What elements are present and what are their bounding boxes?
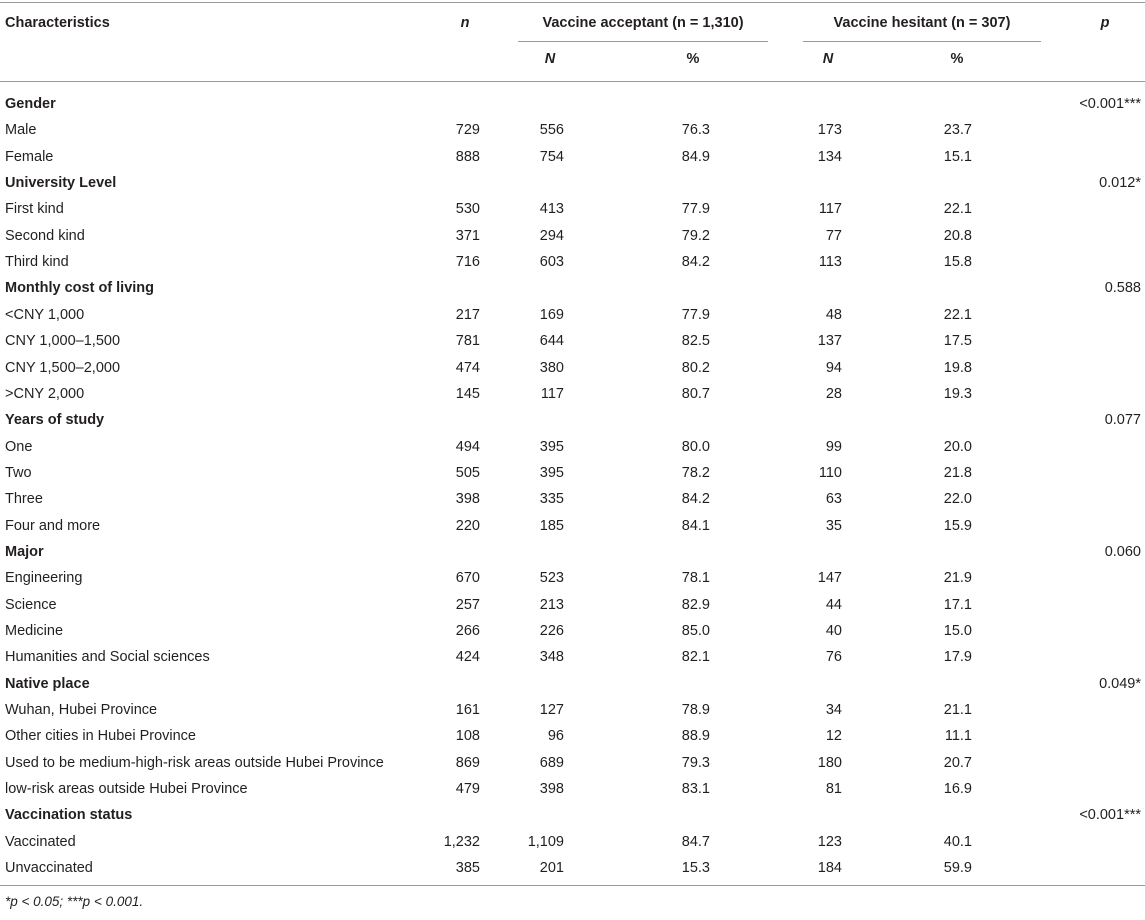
- subheader-hesitant-n: N: [822, 51, 834, 67]
- cell-hesitant-n: 40: [825, 623, 842, 639]
- cell-acceptant-n: 689: [539, 754, 564, 771]
- cell-n: 479: [455, 781, 480, 798]
- cell-acceptant-n: 201: [539, 860, 564, 877]
- cell-acceptant-n: 395: [539, 438, 564, 455]
- cell-acceptant-n: 226: [539, 623, 564, 639]
- cell-n: 217: [455, 306, 480, 323]
- row-label: Four and more: [5, 517, 101, 534]
- cell-acceptant-pct: 84.9: [681, 148, 710, 165]
- table-row: [0, 855, 1145, 881]
- cell-acceptant-n: 754: [539, 148, 564, 165]
- cell-acceptant-pct: 79.2: [681, 227, 710, 244]
- cell-p-value: <0.001***: [1079, 807, 1141, 824]
- cell-hesitant-pct: 22.1: [943, 306, 972, 323]
- row-label: Medicine: [5, 623, 64, 639]
- cell-hesitant-pct: 20.0: [943, 438, 972, 455]
- header-bottom-rule: [0, 81, 1145, 82]
- cell-acceptant-n: 185: [539, 517, 564, 534]
- cell-acceptant-pct: 84.2: [681, 491, 710, 508]
- section-row: [0, 407, 1145, 433]
- cell-n: 220: [455, 517, 480, 534]
- cell-n: 266: [455, 623, 480, 639]
- row-label: Major: [5, 543, 44, 560]
- subheader-hesitant-pct: %: [950, 51, 964, 67]
- cell-hesitant-pct: 40.1: [943, 833, 972, 850]
- cell-acceptant-n: 127: [539, 702, 564, 719]
- table-row: [0, 723, 1145, 749]
- table-row: [0, 460, 1145, 486]
- cell-hesitant-pct: 15.8: [943, 254, 972, 271]
- cell-hesitant-n: 77: [825, 227, 842, 244]
- cell-n: 494: [455, 438, 480, 455]
- cell-hesitant-n: 110: [818, 464, 842, 481]
- section-row: [0, 91, 1145, 117]
- cell-acceptant-pct: 76.3: [681, 122, 710, 139]
- cell-acceptant-pct: 80.0: [681, 438, 710, 455]
- cell-hesitant-n: 76: [825, 649, 842, 666]
- cell-acceptant-n: 117: [540, 385, 564, 402]
- cell-hesitant-n: 180: [817, 754, 842, 771]
- table-row: [0, 592, 1145, 618]
- cell-hesitant-pct: 17.5: [943, 333, 972, 350]
- cell-acceptant-n: 96: [547, 728, 564, 745]
- row-label: Used to be medium-high-risk areas outside Hubei Province: [5, 754, 384, 771]
- row-label: Monthly cost of living: [5, 280, 155, 297]
- table-row: [0, 117, 1145, 143]
- cell-acceptant-n: 294: [539, 227, 564, 244]
- cell-p-value: 0.012*: [1099, 175, 1141, 192]
- row-label: <CNY 1,000: [5, 306, 85, 323]
- cell-hesitant-pct: 21.1: [943, 702, 972, 719]
- cell-p-value: 0.060: [1104, 543, 1141, 560]
- cell-hesitant-n: 35: [825, 517, 842, 534]
- row-label: Vaccinated: [5, 833, 76, 850]
- header-characteristics: Characteristics: [5, 15, 110, 31]
- cell-acceptant-pct: 77.9: [681, 201, 710, 218]
- table-row: [0, 434, 1145, 460]
- cell-hesitant-n: 117: [818, 201, 842, 218]
- subheader-acceptant-n: N: [544, 51, 556, 67]
- row-label: Native place: [5, 675, 90, 692]
- cell-hesitant-pct: 19.3: [943, 385, 972, 402]
- row-label: Two: [5, 464, 32, 481]
- cell-n: 1,232: [443, 833, 480, 850]
- cell-hesitant-n: 137: [817, 333, 842, 350]
- cell-n: 257: [455, 596, 480, 613]
- table-row: [0, 302, 1145, 328]
- row-label: >CNY 2,000: [5, 385, 85, 402]
- table-row: [0, 618, 1145, 644]
- cell-n: 161: [455, 702, 480, 719]
- cell-n: 716: [455, 254, 480, 271]
- section-row: [0, 170, 1145, 196]
- table-row: [0, 565, 1145, 591]
- table-row: [0, 223, 1145, 249]
- cell-hesitant-pct: 22.1: [943, 201, 972, 218]
- cell-acceptant-n: 380: [539, 359, 564, 376]
- row-label: Unvaccinated: [5, 860, 93, 877]
- cell-acceptant-pct: 88.9: [681, 728, 710, 745]
- cell-hesitant-n: 44: [825, 596, 842, 613]
- header-vaccine-acceptant: Vaccine acceptant (n = 1,310): [542, 15, 744, 31]
- row-label: Male: [5, 122, 37, 139]
- row-label: Third kind: [5, 254, 69, 271]
- row-label: CNY 1,000–1,500: [5, 333, 121, 350]
- row-label: Gender: [5, 96, 56, 112]
- cell-n: 670: [455, 570, 480, 587]
- cell-n: 729: [455, 122, 480, 139]
- section-row: [0, 539, 1145, 565]
- section-row: [0, 802, 1145, 828]
- cell-acceptant-pct: 82.9: [681, 596, 710, 613]
- cell-hesitant-pct: 20.7: [943, 754, 972, 771]
- row-label: Other cities in Hubei Province: [5, 728, 196, 745]
- cell-acceptant-pct: 77.9: [681, 306, 710, 323]
- cell-hesitant-n: 184: [817, 860, 842, 877]
- cell-n: 424: [455, 649, 480, 666]
- cell-hesitant-pct: 23.7: [943, 122, 972, 139]
- cell-hesitant-pct: 17.9: [943, 649, 972, 666]
- table-row: [0, 328, 1145, 354]
- cell-hesitant-n: 99: [825, 438, 842, 455]
- cell-n: 474: [455, 359, 480, 376]
- cell-acceptant-pct: 84.7: [681, 833, 710, 850]
- row-label: Female: [5, 148, 54, 165]
- table-row: [0, 513, 1145, 539]
- cell-hesitant-n: 94: [825, 359, 842, 376]
- row-label: Humanities and Social sciences: [5, 649, 210, 666]
- cell-n: 888: [455, 148, 480, 165]
- cell-p-value: 0.077: [1104, 412, 1141, 429]
- cell-hesitant-pct: 15.0: [943, 623, 972, 639]
- cell-hesitant-n: 63: [825, 491, 842, 508]
- cell-hesitant-pct: 17.1: [943, 596, 972, 613]
- table-row: [0, 776, 1145, 802]
- cell-n: 371: [455, 227, 480, 244]
- cell-acceptant-pct: 84.1: [681, 517, 710, 534]
- cell-acceptant-n: 213: [539, 596, 564, 613]
- row-label: CNY 1,500–2,000: [5, 359, 121, 376]
- cell-hesitant-pct: 16.9: [943, 781, 972, 798]
- row-label: Years of study: [5, 412, 105, 429]
- cell-hesitant-n: 34: [825, 702, 842, 719]
- cell-acceptant-n: 335: [539, 491, 564, 508]
- row-label: Vaccination status: [5, 807, 133, 824]
- table-row: [0, 355, 1145, 381]
- table-row: [0, 829, 1145, 855]
- cell-hesitant-pct: 15.9: [943, 517, 972, 534]
- cell-hesitant-n: 12: [825, 728, 842, 745]
- cell-acceptant-pct: 78.9: [681, 702, 710, 719]
- cell-n: 505: [455, 464, 480, 481]
- cell-hesitant-n: 173: [817, 122, 842, 139]
- cell-acceptant-n: 348: [539, 649, 564, 666]
- table-row: [0, 196, 1145, 222]
- cell-acceptant-pct: 82.5: [681, 333, 710, 350]
- cell-acceptant-pct: 80.2: [681, 359, 710, 376]
- cell-n: 530: [455, 201, 480, 218]
- cell-hesitant-n: 123: [817, 833, 842, 850]
- cell-acceptant-pct: 79.3: [681, 754, 710, 771]
- cell-acceptant-n: 603: [539, 254, 564, 271]
- table-row: [0, 486, 1145, 512]
- cell-acceptant-pct: 83.1: [681, 781, 710, 798]
- cell-acceptant-pct: 84.2: [681, 254, 710, 271]
- table-row: [0, 381, 1145, 407]
- cell-hesitant-n: 81: [825, 781, 842, 798]
- cell-acceptant-n: 398: [539, 781, 564, 798]
- cell-hesitant-n: 48: [825, 306, 842, 323]
- subheader-acceptant-pct: %: [686, 51, 700, 67]
- header-n: n: [460, 15, 470, 31]
- cell-hesitant-n: 134: [817, 148, 842, 165]
- hesitant-underline: [803, 41, 1041, 42]
- header-p: p: [1100, 15, 1110, 31]
- table-footnote: *p < 0.05; ***p < 0.001.: [5, 894, 144, 909]
- cell-acceptant-n: 523: [539, 570, 564, 587]
- cell-acceptant-pct: 78.2: [681, 464, 710, 481]
- cell-acceptant-n: 395: [539, 464, 564, 481]
- table-row: [0, 644, 1145, 670]
- table-row: [0, 697, 1145, 723]
- cell-n: 145: [455, 385, 480, 402]
- cell-acceptant-n: 413: [539, 201, 564, 218]
- cell-hesitant-n: 28: [825, 385, 842, 402]
- cell-hesitant-pct: 15.1: [943, 148, 972, 165]
- bottom-rule: [0, 885, 1145, 886]
- acceptant-underline: [518, 41, 768, 42]
- cell-hesitant-pct: 22.0: [943, 491, 972, 508]
- row-label: Second kind: [5, 227, 85, 244]
- cell-hesitant-pct: 19.8: [943, 359, 972, 376]
- section-row: [0, 671, 1145, 697]
- row-label: University Level: [5, 175, 117, 192]
- cell-hesitant-pct: 59.9: [943, 860, 972, 877]
- top-rule: [0, 2, 1145, 3]
- table-row: [0, 144, 1145, 170]
- cell-n: 108: [455, 728, 480, 745]
- header-vaccine-hesitant: Vaccine hesitant (n = 307): [833, 15, 1011, 31]
- table-row: [0, 750, 1145, 776]
- row-label: Science: [5, 596, 57, 613]
- cell-acceptant-n: 644: [539, 333, 564, 350]
- cell-acceptant-pct: 78.1: [681, 570, 710, 587]
- row-label: Wuhan, Hubei Province: [5, 702, 158, 719]
- cell-hesitant-n: 147: [817, 570, 842, 587]
- cell-p-value: <0.001***: [1079, 96, 1141, 112]
- cell-n: 398: [455, 491, 480, 508]
- row-label: One: [5, 438, 33, 455]
- cell-hesitant-pct: 21.9: [943, 570, 972, 587]
- row-label: First kind: [5, 201, 64, 218]
- row-label: low-risk areas outside Hubei Province: [5, 781, 248, 798]
- cell-acceptant-pct: 85.0: [681, 623, 710, 639]
- cell-acceptant-n: 556: [539, 122, 564, 139]
- row-label: Engineering: [5, 570, 83, 587]
- cell-acceptant-n: 1,109: [527, 833, 564, 850]
- cell-n: 781: [455, 333, 480, 350]
- cell-n: 869: [455, 754, 480, 771]
- cell-acceptant-pct: 82.1: [681, 649, 710, 666]
- cell-hesitant-pct: 20.8: [943, 227, 972, 244]
- cell-acceptant-pct: 80.7: [681, 385, 710, 402]
- cell-acceptant-pct: 15.3: [681, 860, 710, 877]
- cell-p-value: 0.588: [1104, 280, 1141, 297]
- cell-n: 385: [455, 860, 480, 877]
- cell-p-value: 0.049*: [1099, 675, 1141, 692]
- cell-acceptant-n: 169: [539, 306, 564, 323]
- section-row: [0, 275, 1145, 301]
- cell-hesitant-n: 113: [818, 254, 842, 271]
- cell-hesitant-pct: 21.8: [943, 464, 972, 481]
- cell-hesitant-pct: 11.1: [944, 728, 972, 745]
- table-row: [0, 249, 1145, 275]
- row-label: Three: [5, 491, 43, 508]
